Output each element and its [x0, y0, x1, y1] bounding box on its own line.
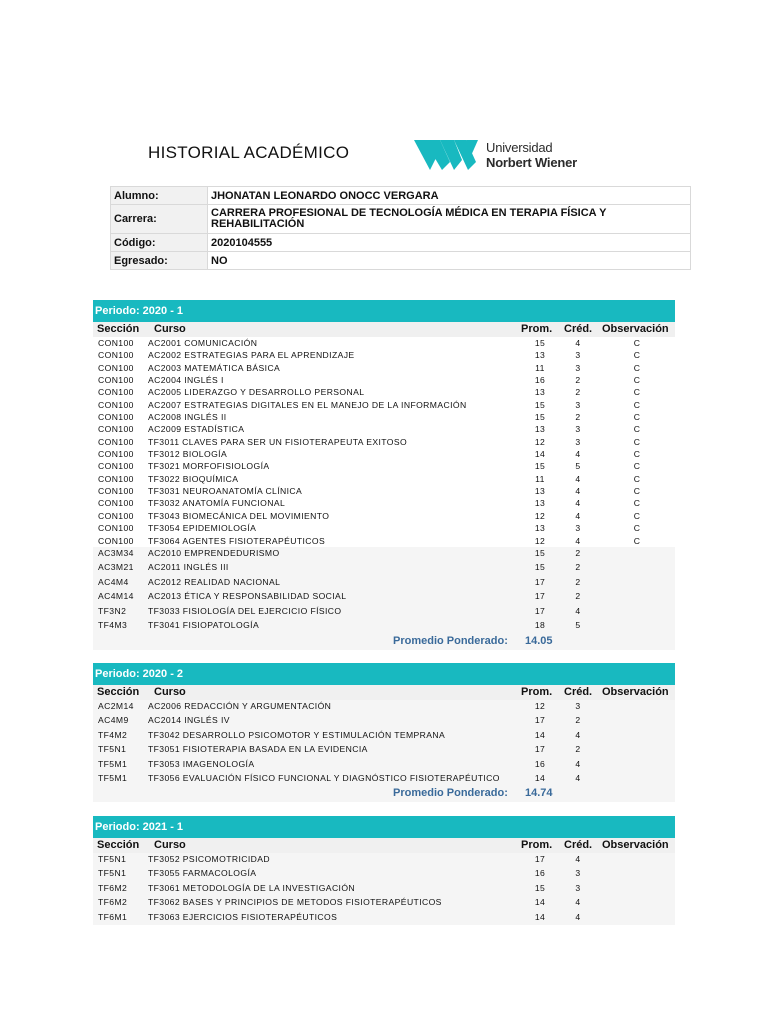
table-row [93, 411, 675, 423]
cell-course: TF3052 PSICOMOTRICIDAD [148, 854, 270, 864]
cell-obs: C [633, 461, 641, 472]
cell-cred: 4 [575, 473, 581, 484]
cell-sec: TF4M2 [98, 729, 128, 740]
cell-obs: C [633, 473, 641, 484]
logo-line2: Norbert Wiener [486, 155, 577, 170]
column-header-obs: Observación [602, 839, 669, 851]
table-row [93, 605, 675, 620]
cell-prom: 17 [534, 576, 546, 587]
column-header-row [93, 685, 675, 700]
cell-sec: CON100 [98, 461, 134, 472]
cell-course: TF3043 BIOMECÁNICA DEL MOVIMIENTO [148, 510, 330, 521]
cell-course: TF3053 IMAGENOLOGÍA [148, 758, 255, 769]
cell-prom: 18 [534, 620, 546, 631]
cell-prom: 14 [534, 449, 546, 460]
cell-cred: 4 [575, 449, 581, 460]
promedio-row [93, 634, 675, 650]
cell-course: AC2004 INGLÉS I [148, 375, 224, 386]
cell-prom: 15 [534, 412, 546, 423]
cell-course: TF3061 METODOLOGÍA DE LA INVESTIGACIÓN [148, 882, 356, 893]
table-row [93, 522, 675, 534]
table-row [93, 772, 675, 786]
cell-sec: AC4M9 [98, 715, 129, 726]
cell-cred: 4 [575, 729, 581, 740]
cell-cred: 2 [575, 387, 581, 398]
table-row [93, 547, 675, 562]
cell-course: AC2009 ESTADÍSTICA [148, 424, 245, 435]
cell-obs: C [633, 523, 641, 534]
cell-prom: 11 [535, 473, 545, 484]
cell-course: AC2014 INGLÉS IV [148, 715, 230, 726]
table-row [93, 337, 675, 349]
cell-course: AC2007 ESTRATEGIAS DIGITALES EN EL MANEJO DE LA INFORMACIÓN [148, 399, 467, 410]
cell-sec: CON100 [98, 436, 134, 447]
cell-prom: 13 [534, 498, 546, 509]
cell-cred: 2 [575, 547, 581, 558]
cell-course: AC2010 EMPRENDEDURISMO [148, 547, 280, 558]
promedio-label: Promedio Ponderado: [393, 634, 508, 647]
cell-sec: CON100 [98, 486, 134, 497]
cell-sec: TF5N1 [98, 744, 127, 755]
cell-prom: 15 [534, 547, 546, 558]
cell-sec: CON100 [98, 473, 134, 484]
cell-course: AC2005 LIDERAZGO Y DESARROLLO PERSONAL [148, 387, 365, 398]
cell-obs: C [633, 498, 641, 509]
table-row [93, 590, 675, 605]
cell-prom: 12 [534, 701, 546, 711]
cell-cred: 3 [575, 523, 581, 534]
cell-prom: 17 [534, 605, 546, 616]
cell-obs: C [633, 387, 641, 398]
table-row [93, 700, 675, 714]
cell-obs: C [633, 350, 641, 361]
cell-obs: C [633, 375, 641, 386]
cell-course: TF3011 CLAVES PARA SER UN FISIOTERAPEUTA EXITOSO [148, 436, 408, 447]
cell-obs: C [633, 436, 641, 447]
column-header-prom: Prom. [521, 686, 553, 698]
cell-sec: CON100 [98, 412, 134, 423]
cell-sec: CON100 [98, 510, 134, 521]
table-row [93, 362, 675, 374]
cell-prom: 14 [534, 911, 546, 922]
cell-course: TF3064 AGENTES FISIOTERAPÉUTICOS [148, 535, 326, 546]
cell-prom: 16 [534, 758, 546, 769]
table-row [93, 561, 675, 576]
cell-sec: CON100 [98, 449, 134, 460]
promedio-value: 14.74 [525, 787, 553, 800]
column-header-course: Curso [154, 839, 186, 851]
promedio-label: Promedio Ponderado: [393, 787, 508, 800]
cell-course: AC2008 INGLÉS II [148, 412, 227, 423]
cell-prom: 17 [534, 854, 546, 864]
cell-cred: 5 [575, 620, 581, 631]
column-header-course: Curso [154, 686, 186, 698]
cell-prom: 17 [534, 715, 546, 726]
cell-sec: AC3M34 [98, 547, 134, 558]
column-header-prom: Prom. [521, 323, 553, 335]
cell-sec: TF5N1 [98, 868, 127, 879]
period-header: Periodo: 2021 - 1 [93, 816, 675, 838]
column-header-course: Curso [154, 323, 186, 335]
column-header-obs: Observación [602, 323, 669, 335]
cell-prom: 16 [534, 375, 546, 386]
cell-cred: 4 [575, 758, 581, 769]
student-row-codigo [111, 234, 691, 252]
table-row [93, 576, 675, 591]
cell-sec: AC3M21 [98, 562, 134, 573]
cell-cred: 5 [575, 461, 581, 472]
cell-course: TF3051 FISIOTERAPIA BASADA EN LA EVIDENCIA [148, 744, 368, 755]
logo-line1: Universidad [486, 140, 553, 155]
cell-cred: 2 [575, 715, 581, 726]
column-header-section: Sección [97, 323, 140, 335]
cell-obs: C [633, 486, 641, 497]
column-header-cred: Créd. [564, 839, 593, 851]
cell-sec: CON100 [98, 399, 134, 410]
cell-prom: 12 [534, 436, 546, 447]
cell-sec: TF6M2 [98, 897, 128, 908]
cell-cred: 3 [575, 436, 581, 447]
cell-prom: 16 [534, 868, 546, 879]
cell-prom: 13 [534, 387, 546, 398]
cell-cred: 2 [575, 744, 581, 755]
cell-sec: CON100 [98, 375, 134, 386]
cell-prom: 12 [534, 510, 546, 521]
cell-course: AC2013 ÉTICA Y RESPONSABILIDAD SOCIAL [148, 591, 347, 602]
column-header-section: Sección [97, 839, 140, 851]
cell-prom: 15 [534, 338, 546, 348]
table-row [93, 349, 675, 361]
table-row [93, 882, 675, 896]
cell-cred: 3 [575, 701, 581, 711]
label-egresado: Egresado: [111, 252, 208, 270]
cell-course: TF3054 EPIDEMIOLOGÍA [148, 523, 257, 534]
cell-prom: 12 [534, 535, 546, 546]
cell-obs: C [633, 424, 641, 435]
cell-obs: C [633, 449, 641, 460]
cell-course: TF3055 FARMACOLOGÍA [148, 868, 257, 879]
cell-course: TF3032 ANATOMÍA FUNCIONAL [148, 498, 286, 509]
cell-obs: C [633, 399, 641, 410]
cell-cred: 4 [575, 338, 581, 348]
cell-course: AC2011 INGLÉS III [148, 562, 229, 573]
cell-cred: 3 [575, 868, 581, 879]
table-row [93, 535, 675, 547]
cell-sec: CON100 [98, 338, 134, 348]
cell-sec: TF4M3 [98, 620, 128, 631]
table-row [93, 497, 675, 509]
cell-cred: 2 [575, 591, 581, 602]
cell-sec: CON100 [98, 350, 134, 361]
cell-prom: 15 [534, 562, 546, 573]
page-title: HISTORIAL ACADÉMICO [148, 143, 350, 162]
cell-course: TF3022 BIOQUÍMICA [148, 473, 239, 484]
cell-prom: 13 [534, 424, 546, 435]
period-section [93, 816, 675, 925]
cell-prom: 15 [534, 399, 546, 410]
promedio-value: 14.05 [525, 634, 553, 647]
cell-prom: 13 [534, 486, 546, 497]
cell-sec: CON100 [98, 523, 134, 534]
cell-prom: 15 [534, 461, 546, 472]
label-alumno: Alumno: [111, 187, 208, 205]
cell-sec: CON100 [98, 424, 134, 435]
cell-cred: 2 [575, 375, 581, 386]
table-row [93, 436, 675, 448]
cell-cred: 4 [575, 911, 581, 922]
table-row [93, 448, 675, 460]
cell-cred: 4 [575, 486, 581, 497]
cell-course: TF3033 FISIOLOGÍA DEL EJERCICIO FÍSICO [148, 605, 342, 616]
cell-course: AC2002 ESTRATEGIAS PARA EL APRENDIZAJE [148, 350, 355, 361]
column-header-section: Sección [97, 686, 140, 698]
label-carrera: Carrera: [111, 205, 208, 234]
table-row [93, 374, 675, 386]
value-codigo: 2020104555 [208, 234, 691, 252]
column-header-obs: Observación [602, 686, 669, 698]
table-row [93, 619, 675, 634]
cell-cred: 2 [575, 412, 581, 423]
student-info-table [110, 186, 691, 270]
period-section [93, 663, 675, 802]
cell-course: TF3056 EVALUACIÓN FÍSICO FUNCIONAL Y DIAGNÓSTICO FISIOTERAPÉUTICO [148, 772, 500, 783]
table-row [93, 423, 675, 435]
cell-sec: AC2M14 [98, 701, 134, 711]
table-row [93, 743, 675, 757]
cell-cred: 4 [575, 854, 581, 864]
cell-sec: TF5M1 [98, 772, 128, 783]
cell-course: AC2006 REDACCIÓN Y ARGUMENTACIÓN [148, 701, 332, 711]
cell-obs: C [633, 412, 641, 423]
column-header-cred: Créd. [564, 323, 593, 335]
cell-cred: 2 [575, 562, 581, 573]
cell-prom: 14 [534, 729, 546, 740]
cell-prom: 14 [534, 897, 546, 908]
table-row [93, 460, 675, 472]
cell-cred: 4 [575, 772, 581, 783]
table-row [93, 729, 675, 743]
cell-course: TF3063 EJERCICIOS FISIOTERAPÉUTICOS [148, 911, 338, 922]
period-section [93, 300, 675, 650]
cell-sec: TF5M1 [98, 758, 128, 769]
table-row [93, 911, 675, 925]
cell-prom: 15 [534, 882, 546, 893]
cell-cred: 3 [575, 424, 581, 435]
table-row [93, 758, 675, 772]
cell-prom: 17 [534, 591, 546, 602]
table-row [93, 473, 675, 485]
cell-cred: 4 [575, 535, 581, 546]
cell-cred: 4 [575, 605, 581, 616]
table-row [93, 853, 675, 867]
cell-sec: CON100 [98, 362, 134, 373]
cell-sec: TF3N2 [98, 605, 127, 616]
cell-sec: TF6M1 [98, 911, 128, 922]
cell-cred: 3 [575, 362, 581, 373]
student-row-alumno [111, 187, 691, 205]
cell-course: AC2012 REALIDAD NACIONAL [148, 576, 281, 587]
cell-prom: 17 [534, 744, 546, 755]
column-header-row [93, 838, 675, 853]
cell-cred: 4 [575, 897, 581, 908]
cell-course: TF3012 BIOLOGÍA [148, 449, 228, 460]
cell-course: TF3041 FISIOPATOLOGÍA [148, 620, 260, 631]
cell-course: TF3042 DESARROLLO PSICOMOTOR Y ESTIMULACIÓN TEMPRANA [148, 729, 446, 740]
table-row [93, 714, 675, 728]
cell-cred: 3 [575, 882, 581, 893]
value-egresado: NO [208, 252, 691, 270]
cell-cred: 3 [575, 399, 581, 410]
cell-prom: 14 [534, 772, 546, 783]
cell-sec: TF6M2 [98, 882, 128, 893]
cell-course: AC2001 COMUNICACIÓN [148, 338, 258, 348]
cell-obs: C [633, 362, 641, 373]
cell-cred: 3 [575, 350, 581, 361]
cell-sec: AC4M4 [98, 576, 129, 587]
cell-prom: 13 [534, 350, 546, 361]
period-header: Periodo: 2020 - 1 [93, 300, 675, 322]
table-row [93, 896, 675, 910]
value-carrera: CARRERA PROFESIONAL DE TECNOLOGÍA MÉDICA EN TERAPIA FÍSICA Y REHABILITACIÓN [208, 205, 691, 234]
column-header-row [93, 322, 675, 337]
value-alumno: JHONATAN LEONARDO ONOCC VERGARA [208, 187, 691, 205]
student-row-egresado [111, 252, 691, 270]
promedio-row [93, 786, 675, 802]
cell-course: TF3062 BASES Y PRINCIPIOS DE METODOS FISIOTERAPÉUTICOS [148, 897, 442, 908]
cell-obs: C [633, 510, 641, 521]
table-row [93, 510, 675, 522]
period-header: Periodo: 2020 - 2 [93, 663, 675, 685]
label-codigo: Código: [111, 234, 208, 252]
cell-course: AC2003 MATEMÁTICA BÁSICA [148, 362, 281, 373]
cell-sec: CON100 [98, 535, 134, 546]
cell-obs: C [633, 338, 641, 348]
column-header-prom: Prom. [521, 839, 553, 851]
cell-cred: 4 [575, 498, 581, 509]
table-row [93, 867, 675, 881]
cell-cred: 2 [575, 576, 581, 587]
cell-prom: 13 [534, 523, 546, 534]
cell-course: TF3031 NEUROANATOMÍA CLÍNICA [148, 486, 303, 497]
table-row [93, 485, 675, 497]
cell-obs: C [633, 535, 641, 546]
cell-course: TF3021 MORFOFISIOLOGÍA [148, 461, 270, 472]
cell-sec: AC4M14 [98, 591, 134, 602]
cell-sec: CON100 [98, 498, 134, 509]
cell-prom: 11 [535, 362, 545, 373]
student-row-carrera [111, 205, 691, 234]
cell-sec: TF5N1 [98, 854, 127, 864]
table-row [93, 399, 675, 411]
logo-text [486, 140, 577, 170]
table-row [93, 386, 675, 398]
cell-sec: CON100 [98, 387, 134, 398]
column-header-cred: Créd. [564, 686, 593, 698]
cell-cred: 4 [575, 510, 581, 521]
